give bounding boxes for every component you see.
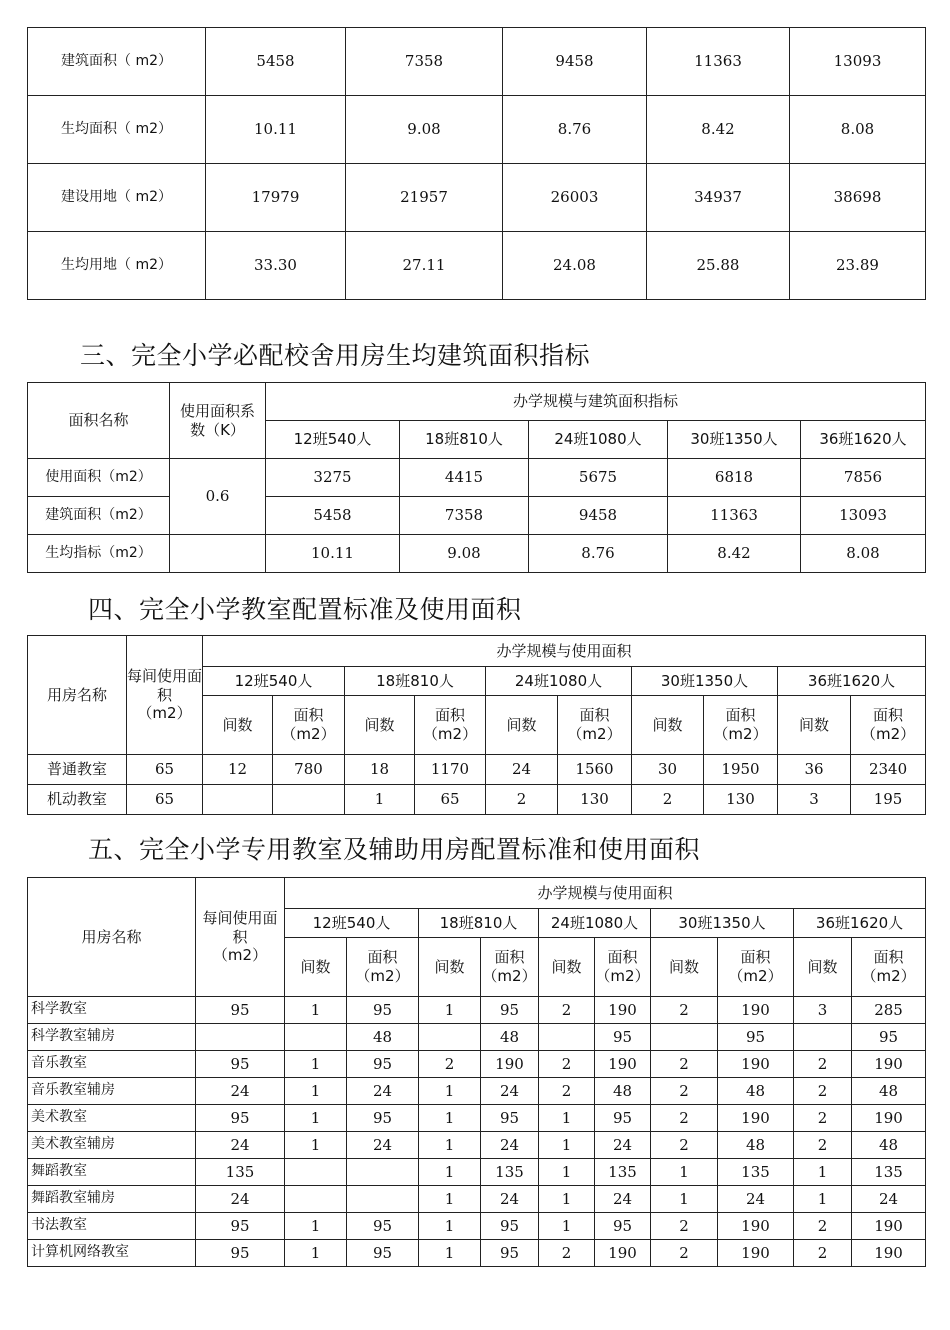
- table-cell: 285: [852, 997, 926, 1024]
- scale-header: 12班540人: [266, 421, 400, 459]
- scale-header: 24班1080人: [486, 667, 632, 696]
- row-label: 科学教室辅房: [28, 1024, 196, 1051]
- table-cell: 190: [595, 1240, 651, 1267]
- table-cell: 5458: [266, 497, 400, 535]
- each-area-cell: 135: [196, 1159, 285, 1186]
- table-cell: 7856: [801, 459, 926, 497]
- table-cell: [651, 1024, 718, 1051]
- table-cell: 2: [651, 1240, 718, 1267]
- row-label: 建筑面积（m2）: [28, 497, 170, 535]
- area-header-unit: （m2）: [860, 725, 916, 743]
- table-cell: 190: [852, 1240, 926, 1267]
- header-scale-group: 办学规模与建筑面积指标: [266, 383, 926, 421]
- count-header: 间数: [285, 938, 347, 997]
- each-area-cell: 95: [196, 997, 285, 1024]
- table-cell: 95: [595, 1024, 651, 1051]
- area-header-unit: （m2）: [422, 725, 478, 743]
- scale-header: 30班1350人: [651, 909, 794, 938]
- table-cell: 48: [852, 1078, 926, 1105]
- area-header-label: 面积: [494, 948, 525, 967]
- table-cell: 8.08: [790, 96, 926, 164]
- table-cell: [285, 1186, 347, 1213]
- count-header: 间数: [632, 696, 704, 755]
- table-cell: 1: [539, 1186, 595, 1213]
- scale-header: 24班1080人: [529, 421, 668, 459]
- scale-header: 12班540人: [203, 667, 345, 696]
- area-header-label: 面积: [740, 948, 771, 967]
- building-area-index-table: [27, 382, 926, 573]
- table-cell: 13093: [801, 497, 926, 535]
- table-cell: 38698: [790, 164, 926, 232]
- header-each-area: 每间使用面积 （m2）: [196, 878, 285, 997]
- table-cell: 48: [481, 1024, 539, 1051]
- table-cell: 2: [794, 1105, 852, 1132]
- table-cell: 1: [794, 1186, 852, 1213]
- table-cell: 1: [285, 997, 347, 1024]
- table-cell: [285, 1159, 347, 1186]
- row-label: 计算机网络教室: [28, 1240, 196, 1267]
- row-label: 使用面积（m2）: [28, 459, 170, 497]
- area-header-unit: （m2）: [728, 967, 783, 985]
- row-label: 生均用地（ m2）: [28, 232, 206, 300]
- table-row: [28, 164, 926, 232]
- table-cell: 190: [481, 1051, 539, 1078]
- table-cell: 135: [718, 1159, 794, 1186]
- table-cell: 65: [415, 785, 486, 815]
- row-label: 音乐教室辅房: [28, 1078, 196, 1105]
- table-cell: 1: [539, 1213, 595, 1240]
- table-cell: 1: [419, 1186, 481, 1213]
- table-cell: 1: [419, 1213, 481, 1240]
- area-header: [851, 696, 926, 755]
- table-cell: 2: [651, 1078, 718, 1105]
- table-cell: 190: [718, 1240, 794, 1267]
- table-cell: 9458: [503, 28, 647, 96]
- table-cell: 24: [347, 1078, 419, 1105]
- table-cell: 1: [419, 997, 481, 1024]
- table-cell: 9.08: [400, 535, 529, 573]
- table-cell: 190: [718, 997, 794, 1024]
- table-cell: [203, 785, 273, 815]
- table-cell: 2: [651, 1132, 718, 1159]
- table-cell: 2: [539, 1078, 595, 1105]
- table-cell: 4415: [400, 459, 529, 497]
- table-cell: 190: [595, 997, 651, 1024]
- each-area-cell: 24: [196, 1132, 285, 1159]
- table-cell: 95: [481, 1213, 539, 1240]
- table-cell: 8.08: [801, 535, 926, 573]
- scale-header: 12班540人: [285, 909, 419, 938]
- area-header-unit: （m2）: [355, 967, 410, 985]
- table-cell: 95: [595, 1213, 651, 1240]
- table-cell: 26003: [503, 164, 647, 232]
- table-cell: 190: [718, 1105, 794, 1132]
- table-cell: 190: [852, 1051, 926, 1078]
- table-cell: 48: [347, 1024, 419, 1051]
- row-label: 建筑面积（ m2）: [28, 28, 206, 96]
- row-label: 美术教室: [28, 1105, 196, 1132]
- table-cell: 48: [718, 1078, 794, 1105]
- area-header-unit: （m2）: [482, 967, 537, 985]
- table-cell: 23.89: [790, 232, 926, 300]
- scale-header: 18班810人: [419, 909, 539, 938]
- table-cell: 7358: [346, 28, 503, 96]
- area-header-label: 面积: [367, 948, 398, 967]
- header-room-name: 用房名称: [28, 878, 196, 997]
- table-row: [28, 1159, 926, 1186]
- table-cell: 2: [539, 1240, 595, 1267]
- table-cell: 1170: [415, 755, 486, 785]
- table-cell: 95: [347, 1213, 419, 1240]
- table-cell: 24: [486, 755, 558, 785]
- table-cell: [419, 1024, 481, 1051]
- area-header-label: 面积: [434, 706, 465, 725]
- row-label: 舞蹈教室: [28, 1159, 196, 1186]
- row-label: 机动教室: [28, 785, 127, 815]
- table-cell: 190: [718, 1213, 794, 1240]
- table-row: [28, 1240, 926, 1267]
- area-header-label: 面积: [293, 706, 324, 725]
- header-room-name: 用房名称: [28, 636, 127, 755]
- table-cell: 24: [595, 1132, 651, 1159]
- table-cell: 780: [273, 755, 345, 785]
- table-cell: 5458: [206, 28, 346, 96]
- each-area-cell: 95: [196, 1105, 285, 1132]
- table-row: [28, 755, 926, 785]
- classroom-config-table: [27, 635, 926, 815]
- table-cell: 1: [539, 1159, 595, 1186]
- table-cell: 8.42: [647, 96, 790, 164]
- each-area-cell: 95: [196, 1213, 285, 1240]
- table-cell: 3: [794, 997, 852, 1024]
- scale-header: 18班810人: [345, 667, 486, 696]
- table-cell: 1: [285, 1132, 347, 1159]
- table-cell: 130: [558, 785, 632, 815]
- table-cell: 48: [595, 1078, 651, 1105]
- area-header: [415, 696, 486, 755]
- table-cell: 48: [718, 1132, 794, 1159]
- table-cell: 1: [345, 785, 415, 815]
- table-row: [28, 497, 926, 535]
- area-header: [718, 938, 794, 997]
- scale-header: 36班1620人: [778, 667, 926, 696]
- scale-header: 30班1350人: [668, 421, 801, 459]
- table-cell: 2340: [851, 755, 926, 785]
- header-each-area: 每间使用面积 （m2）: [127, 636, 203, 755]
- table-cell: 2: [794, 1240, 852, 1267]
- header-area-name: 面积名称: [28, 383, 170, 459]
- count-header: 间数: [203, 696, 273, 755]
- table-cell: 2: [651, 1051, 718, 1078]
- table-cell: 95: [481, 1105, 539, 1132]
- count-header: 间数: [539, 938, 595, 997]
- area-header: [704, 696, 778, 755]
- table-cell: 1560: [558, 755, 632, 785]
- table-cell: [347, 1159, 419, 1186]
- table-cell: 1: [794, 1159, 852, 1186]
- table-cell: 48: [852, 1132, 926, 1159]
- table-cell: 12: [203, 755, 273, 785]
- table-cell: 11363: [647, 28, 790, 96]
- area-header-unit: （m2）: [861, 967, 916, 985]
- table-cell: 1: [419, 1132, 481, 1159]
- each-area-cell: 24: [196, 1186, 285, 1213]
- table-cell: 190: [718, 1051, 794, 1078]
- table-cell: 95: [347, 997, 419, 1024]
- table-cell: 2: [651, 1213, 718, 1240]
- table-cell: 30: [632, 755, 704, 785]
- count-header: 间数: [345, 696, 415, 755]
- table-cell: 95: [347, 1240, 419, 1267]
- table-cell: 2: [651, 1105, 718, 1132]
- table-cell: 9.08: [346, 96, 503, 164]
- each-area-cell: 95: [196, 1240, 285, 1267]
- section4-title: 四、完全小学教室配置标准及使用面积: [88, 595, 522, 624]
- table-cell: 1: [285, 1051, 347, 1078]
- table-row: [28, 232, 926, 300]
- table-cell: 1: [419, 1240, 481, 1267]
- table-cell: 6818: [668, 459, 801, 497]
- table-cell: 24: [595, 1186, 651, 1213]
- scale-header: 36班1620人: [801, 421, 926, 459]
- table-row: [28, 1105, 926, 1132]
- coefficient-value: 0.6: [170, 459, 266, 535]
- table-cell: 27.11: [346, 232, 503, 300]
- table-cell: 18: [345, 755, 415, 785]
- table-cell: 9458: [529, 497, 668, 535]
- count-header: 间数: [794, 938, 852, 997]
- table-row: [28, 96, 926, 164]
- table-cell: 2: [419, 1051, 481, 1078]
- count-header: 间数: [778, 696, 851, 755]
- table-cell: 1: [285, 1213, 347, 1240]
- table-row: [28, 1213, 926, 1240]
- area-header-unit: （m2）: [713, 725, 768, 743]
- row-label: 建设用地（ m2）: [28, 164, 206, 232]
- table-row: [28, 785, 926, 815]
- table-cell: 25.88: [647, 232, 790, 300]
- table-cell: 17979: [206, 164, 346, 232]
- table-cell: 2: [486, 785, 558, 815]
- table-cell: 1: [419, 1078, 481, 1105]
- table-cell: 130: [704, 785, 778, 815]
- table-cell: 5675: [529, 459, 668, 497]
- area-header-unit: （m2）: [281, 725, 336, 743]
- table-cell: 21957: [346, 164, 503, 232]
- table-row: [28, 1078, 926, 1105]
- table-cell: 13093: [790, 28, 926, 96]
- table-cell: 1: [419, 1105, 481, 1132]
- table-cell: 2: [539, 997, 595, 1024]
- table-cell: [347, 1186, 419, 1213]
- table-cell: 135: [595, 1159, 651, 1186]
- area-header: [273, 696, 345, 755]
- header-scale-group: 办学规模与使用面积: [203, 636, 926, 667]
- table-cell: 95: [481, 1240, 539, 1267]
- each-area-cell: 65: [127, 785, 203, 815]
- row-label: 科学教室: [28, 997, 196, 1024]
- table-cell: 95: [481, 997, 539, 1024]
- table-cell: 7358: [400, 497, 529, 535]
- table-cell: 24: [481, 1132, 539, 1159]
- table-cell: [273, 785, 345, 815]
- area-header-label: 面积: [873, 706, 904, 725]
- table-cell: [794, 1024, 852, 1051]
- table-cell: 1: [419, 1159, 481, 1186]
- area-header-unit: （m2）: [567, 725, 622, 743]
- table-cell: 2: [794, 1213, 852, 1240]
- table-cell: 10.11: [206, 96, 346, 164]
- count-header: 间数: [651, 938, 718, 997]
- each-area-cell: 24: [196, 1078, 285, 1105]
- count-header: 间数: [419, 938, 481, 997]
- table-cell: 8.76: [503, 96, 647, 164]
- table-cell: 195: [851, 785, 926, 815]
- table-cell: 135: [852, 1159, 926, 1186]
- table-cell: 95: [718, 1024, 794, 1051]
- table-cell: 33.30: [206, 232, 346, 300]
- table-cell: 24: [481, 1078, 539, 1105]
- table-row: [28, 1024, 926, 1051]
- table-cell: 2: [632, 785, 704, 815]
- table-cell: 1: [651, 1159, 718, 1186]
- table-cell: 1: [651, 1186, 718, 1213]
- table-cell: 1: [285, 1105, 347, 1132]
- header-scale-group: 办学规模与使用面积: [285, 878, 926, 909]
- table-cell: 34937: [647, 164, 790, 232]
- table-cell: 1950: [704, 755, 778, 785]
- area-header-label: 面积: [607, 948, 638, 967]
- table-cell: 95: [347, 1051, 419, 1078]
- table-cell: 1: [285, 1240, 347, 1267]
- table-cell: [539, 1024, 595, 1051]
- table-cell: 24: [852, 1186, 926, 1213]
- table-cell: 190: [595, 1051, 651, 1078]
- table-cell: 1: [539, 1105, 595, 1132]
- table-cell: 24: [347, 1132, 419, 1159]
- scale-header: 30班1350人: [632, 667, 778, 696]
- area-header: [347, 938, 419, 997]
- scale-header: 36班1620人: [794, 909, 926, 938]
- row-label: 生均指标（m2）: [28, 535, 170, 573]
- scale-header: 18班810人: [400, 421, 529, 459]
- table-cell: 8.76: [529, 535, 668, 573]
- area-header-label: 面积: [725, 706, 756, 725]
- table-cell: 36: [778, 755, 851, 785]
- table-row: [28, 28, 926, 96]
- table-cell: [285, 1024, 347, 1051]
- table-row: [28, 1186, 926, 1213]
- table-cell: 2: [794, 1078, 852, 1105]
- table-cell: 1: [539, 1132, 595, 1159]
- row-label: 音乐教室: [28, 1051, 196, 1078]
- row-label: 书法教室: [28, 1213, 196, 1240]
- table-cell: 95: [852, 1024, 926, 1051]
- table-cell: 135: [481, 1159, 539, 1186]
- table-cell: 1: [285, 1078, 347, 1105]
- section5-title: 五、完全小学专用教室及辅助用房配置标准和使用面积: [88, 835, 701, 864]
- header-usage-coefficient: 使用面积系数（K）: [170, 383, 266, 459]
- count-header: 间数: [486, 696, 558, 755]
- area-header: [852, 938, 926, 997]
- each-area-cell: 95: [196, 1051, 285, 1078]
- row-label: 普通教室: [28, 755, 127, 785]
- table-row: [28, 459, 926, 497]
- area-header-unit: （m2）: [595, 967, 650, 985]
- table-cell: 95: [347, 1105, 419, 1132]
- table-cell: 10.11: [266, 535, 400, 573]
- table-cell: 24.08: [503, 232, 647, 300]
- area-summary-table: [27, 27, 926, 300]
- area-header: [595, 938, 651, 997]
- table-cell: 2: [539, 1051, 595, 1078]
- each-area-cell: 65: [127, 755, 203, 785]
- table-cell: 3: [778, 785, 851, 815]
- table-row: [28, 1132, 926, 1159]
- area-header: [481, 938, 539, 997]
- row-label: 生均面积（ m2）: [28, 96, 206, 164]
- table-cell: 11363: [668, 497, 801, 535]
- table-cell: 2: [651, 997, 718, 1024]
- table-cell: 3275: [266, 459, 400, 497]
- table-cell: 190: [852, 1105, 926, 1132]
- area-header-label: 面积: [873, 948, 904, 967]
- area-header-label: 面积: [579, 706, 610, 725]
- section3-title: 三、完全小学必配校舍用房生均建筑面积指标: [80, 341, 591, 370]
- empty-cell: [170, 535, 266, 573]
- table-cell: 2: [794, 1132, 852, 1159]
- row-label: 舞蹈教室辅房: [28, 1186, 196, 1213]
- table-cell: 2: [794, 1051, 852, 1078]
- scale-header: 24班1080人: [539, 909, 651, 938]
- table-cell: 24: [718, 1186, 794, 1213]
- table-cell: 190: [852, 1213, 926, 1240]
- row-label: 美术教室辅房: [28, 1132, 196, 1159]
- table-cell: 95: [595, 1105, 651, 1132]
- special-classroom-table: [27, 877, 926, 1267]
- table-row: [28, 997, 926, 1024]
- each-area-cell: [196, 1024, 285, 1051]
- table-cell: 8.42: [668, 535, 801, 573]
- table-row: [28, 1051, 926, 1078]
- table-cell: 24: [481, 1186, 539, 1213]
- table-row: [28, 535, 926, 573]
- area-header: [558, 696, 632, 755]
